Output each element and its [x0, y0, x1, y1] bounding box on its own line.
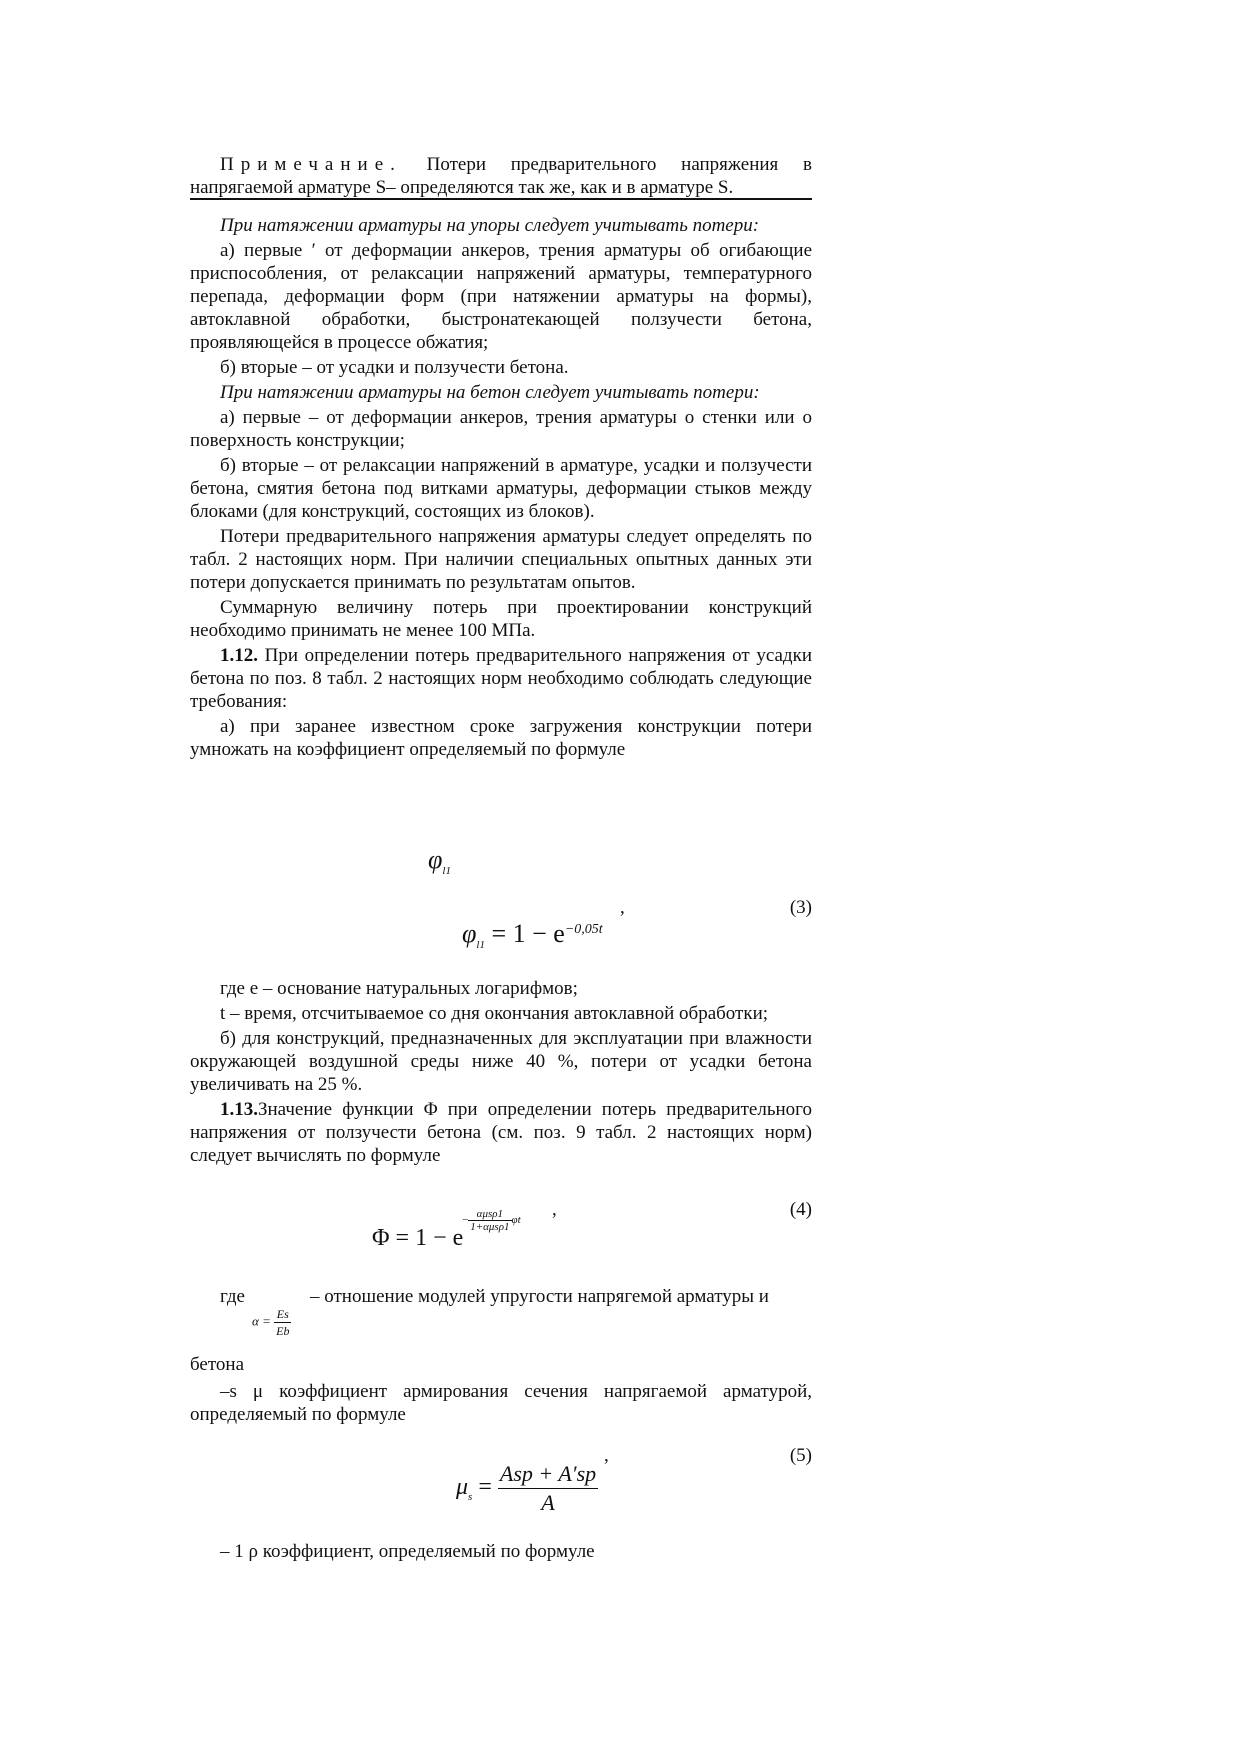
mu-definition: –s μ коэффициент армирования сечения напрягаемой арматурой, определяемый по формуле — [190, 1381, 812, 1425]
paragraph: а) первые – от деформации анкеров, трения арматуры о стенки или о поверхность конструкции; — [190, 407, 812, 451]
note-label: Примечание. — [220, 154, 402, 175]
paragraph: При натяжении арматуры на бетон следует учитывать потери: — [220, 382, 760, 403]
paragraph: а) при заранее известном сроке загружения конструкции потери умножать на коэффициент определяемый по формуле — [190, 716, 812, 760]
clause-number: 1.13. — [220, 1099, 258, 1120]
document-page: Примечание. Потери предварительного напряжения в напрягаемой арматуре S– определяются так же, как и в арматуре S. При натяжении арматуры на упоры следует учитывать потери: а) первые ′ от деформации анкеров, трения арматуры об огибающие приспособления, от релаксации напряжений арматуры, температурного перепада, деформации форм (при натяжении арматуры на формы), автоклавной обработки, быстронатекающей ползучести бетона, проявляющейся в процессе обжатия; б) вторые – от усадки и ползучести бетона. При натяжении арматуры на бетон следует учитывать потери: а) первые – от деформации анкеров, трения арматуры о стенки или о поверхность конструкции; б) вторые – от релаксации напряжений в арматуре, усадки и ползучести бетона, смятия бетона под витками арматуры, деформации стыков между блоками (для конструкций, состоящих из блоков). Потери предварительного напряжения арматуры следует определять по табл. 2 настоящих норм. При наличии специальных опытных данных эти потери допускается принимать по результатам опытов. Суммарную величину потерь при проектировании конструкций необходимо принимать не менее 100 МПа. 1.12. При определении потерь предварительного напряжения от усадки бетона по поз. 8 табл. 2 настоящих норм необходимо соблюдать следующие требования: а) при заранее известном сроке загружения конструкции потери умножать на коэффициент определяемый по формуле $\varphi_{l1}$ $\varphi_{l1} = 1 - e^{-0,05t}$ , (3) где e – основание натуральных логарифмов; t – время, отсчитываемое со дня окончания автоклавной обработки; б) для конструкций, предназначенных для эксплуатации при влажности окружающей воздушной среды ниже 40 %, потери от усадки бетона увеличивать на 25 %. 1.13.Значение функции Φ при определении потерь предварительного напряжения от ползучести бетона (см. поз. 9 табл. 2 настоящих норм) следует вычислять по формуле Φ = 1 − e − $\frac{\text{αμsρ1}}{\text{1+αμsρ1}}$ φt , (4) где – отношение модулей упругости напрягемой арматуры и α = $\frac{Es}{Eb}$ бетона –s μ коэффициент армирования сечения напрягаемой арматурой, определяемый по формуле $\mu_s$ = $\frac{\text{Asp + A′sp}}{A}$ , (5) – 1 ρ коэффициент, определяемый по формуле — [190, 154, 812, 1562]
formula-3: $\varphi_{l1} = 1 - e^{-0,05t}$ — [462, 919, 603, 951]
section-losses — [190, 214, 812, 763]
formula-3-number: (3) — [789, 897, 812, 918]
where-alpha-cont: бетона — [190, 1354, 245, 1375]
formula-5: $\mu_s$ = $\frac{\text{Asp + A′sp}}{A}$ — [456, 1461, 597, 1515]
rho-definition: – 1 ρ коэффициент, определяемый по формуле — [220, 1541, 595, 1562]
formula-4-exponent: − $\frac{\text{αμsρ1}}{\text{1+αμsρ1}}$ φt — [462, 1208, 521, 1233]
alpha-definition: α = $\frac{Es}{Eb}$ — [252, 1307, 290, 1338]
formula-4: Φ = 1 − e — [372, 1225, 464, 1251]
paragraph-1-12: 1.12. При определении потерь предварительного напряжения от усадки бетона по поз. 8 табл. 2 настоящих норм необходимо соблюдать следующие требования: — [190, 645, 812, 712]
paragraph: б) вторые – от релаксации напряжений в арматуре, усадки и ползучести бетона, смятия бетона под витками арматуры, деформации стыков между блоками (для конструкций, состоящих из блоков). — [190, 455, 812, 522]
paragraph: Потери предварительного напряжения арматуры следует определять по табл. 2 настоящих норм. При наличии специальных опытных данных эти потери допускается принимать по результатам опытов. — [190, 526, 812, 593]
paragraph-1-13: 1.13.Значение функции Φ при определении потерь предварительного напряжения от ползучести бетона (см. поз. 9 табл. 2 настоящих норм) следует вычислять по формуле — [190, 1099, 812, 1166]
formula-4-comma: , — [552, 1199, 557, 1220]
formula-4-number: (4) — [789, 1199, 812, 1220]
formula-3-comma: , — [620, 897, 625, 918]
paragraph: t – время, отсчитываемое со дня окончания автоклавной обработки; — [220, 1003, 769, 1024]
inline-phi-l1: $\varphi_{l1}$ — [428, 845, 451, 877]
paragraph: а) первые ′ от деформации анкеров, трения арматуры об огибающие приспособления, от релаксации напряжений арматуры, температурного перепада, деформации форм (при натяжении арматуры на формы), автоклавной обработки, быстронатекающей ползучести бетона, проявляющейся в процессе обжатия; — [190, 240, 812, 353]
paragraph: При натяжении арматуры на упоры следует учитывать потери: — [220, 215, 760, 236]
note-text: Потери предварительного напряжения в напрягаемой арматуре S– определяются так же, как и в арматуре S. — [190, 154, 812, 198]
formula-5-comma: , — [604, 1445, 609, 1466]
note-divider — [190, 198, 812, 200]
paragraph: где e – основание натуральных логарифмов; — [220, 978, 578, 999]
paragraph: Суммарную величину потерь при проектировании конструкций необходимо принимать не менее 100 МПа. — [190, 597, 812, 641]
formula-5-number: (5) — [789, 1445, 812, 1466]
section-shrinkage — [190, 977, 812, 1169]
paragraph: б) вторые – от усадки и ползучести бетона. — [220, 357, 569, 378]
paragraph: б) для конструкций, предназначенных для эксплуатации при влажности окружающей воздушной среды ниже 40 %, потери от усадки бетона увеличивать на 25 %. — [190, 1028, 812, 1095]
clause-number: 1.12. — [220, 645, 258, 666]
note — [190, 153, 812, 199]
